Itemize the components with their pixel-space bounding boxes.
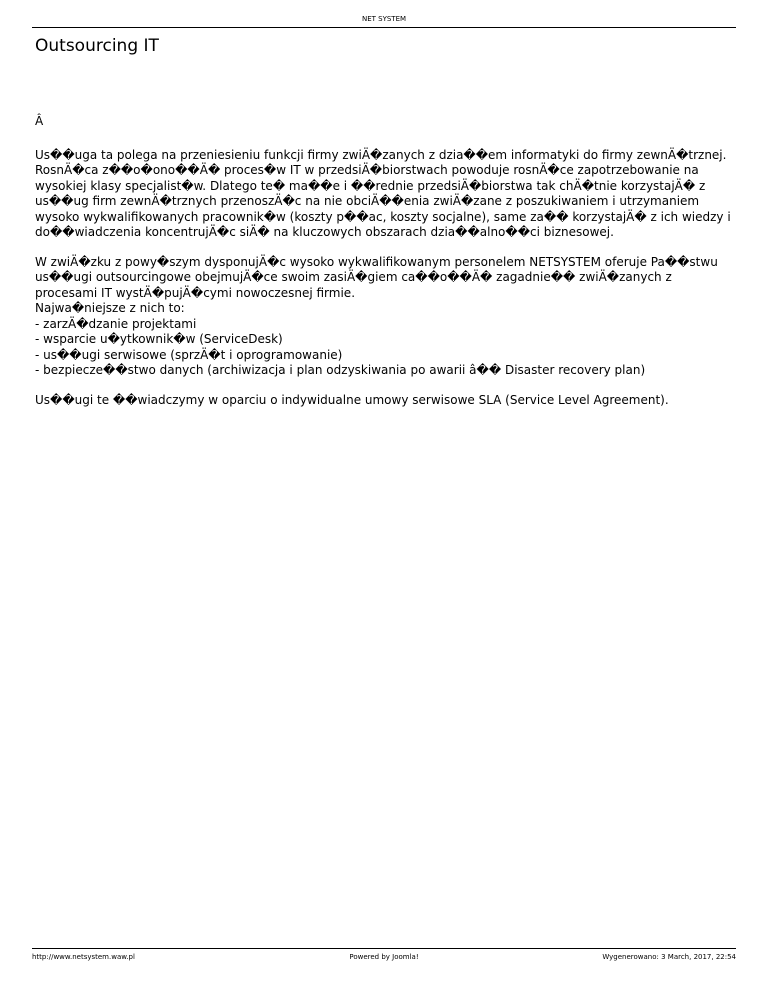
article-body — [35, 114, 735, 422]
footer-generated-date: Wygenerowano: 3 March, 2017, 22:54 — [602, 953, 737, 961]
article-paragraph: W zwiÄ�zku z powy�szym dysponujÄ�c wysoko wykwalifikowanym personelem NETSYSTEM oferuje Pa��stwu us��ugi outsourcingowe obejmujÄ�ce swoim zasiÄ�giem ca��o��Ä� zagadnie�� zwiÄ�zanych z procesami IT wystÄ�pujÄ�cymi nowoczesnej firmie. Najwa�niejsze z nich to: - zarzÄ�dzanie projektami - wsparcie u�ytkownik�w (ServiceDesk) - us��ugi serwisowe (sprzÄ�t i oprogramowanie) - bezpiecze��stwo danych (archiwizacja i plan odzyskiwania po awarii â�� Disaster recovery plan) — [35, 254, 718, 377]
page-footer — [32, 948, 736, 962]
footer-powered-by: Powered by Joomla! — [349, 953, 419, 961]
site-name: NET SYSTEM — [361, 15, 407, 23]
footer-url: http://www.netsystem.waw.pl — [32, 953, 135, 961]
article-paragraph: Us��uga ta polega na przeniesieniu funkcji firmy zwiÄ�zanych z dzia��em informatyki do firmy zewnÄ�trznej. RosnÄ�ca z��o�ono��Ä� proces�w IT w przedsiÄ�biorstwach powoduje rosnÄ�ce zapotrzebowanie na wysokiej klasy specjalist�w. Dlatego te� ma��e i ��rednie przedsiÄ�biorstwa tak chÄ�tnie korzystajÄ� z us��ug firm zewnÄ�trznych przenoszÄ�c na nie obciÄ��enia zwiÄ�zane z poszukiwaniem i utrzymaniem wysoko wykwalifikowanych pracownik�w (koszty p��ac, koszty socjalne), same za�� korzystajÄ� z ich wiedzy i do��wiadczenia koncentrujÄ�c siÄ� na kluczowych obszarach dzia��alno��ci biznesowej. — [35, 147, 735, 239]
article-paragraph: Â — [35, 114, 44, 128]
article-paragraph: Us��ugi te ��wiadczymy w oparciu o indywidualne umowy serwisowe SLA (Service Level Agreement). — [35, 392, 669, 407]
page-title: Outsourcing IT — [35, 36, 159, 56]
page-header — [32, 14, 736, 28]
